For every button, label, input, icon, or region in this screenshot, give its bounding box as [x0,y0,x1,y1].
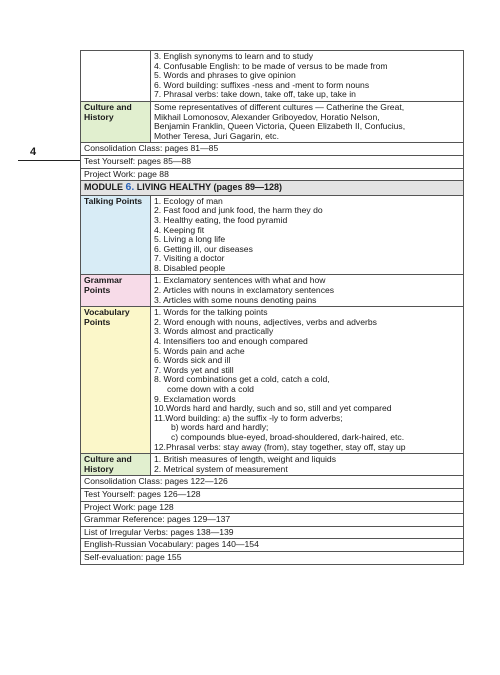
list-item: 5. Living a long life [154,234,226,245]
test-row [81,155,464,168]
project-row [81,168,464,181]
list-item: 6. Word building: suffixes -ness and -ment to form nouns [154,79,370,90]
list-item: 4. Intensifiers too and enough compared [154,336,308,347]
page-number-rule [18,160,80,161]
list-item: 3. English synonyms to learn and to study [154,51,314,61]
list-item: 3. Articles with some nouns denoting pains [154,294,317,305]
irregular-verbs-row [81,526,464,539]
vocabulary-points-items [151,307,464,454]
module-title: LIVING HEALTHY (pages 89—128) [136,182,283,193]
list-item: 3. Healthy eating, the food pyramid [154,214,288,225]
culture-history-text [151,101,464,142]
test-row-2 [81,488,464,501]
list-item: 2. Metrical system of measurement [154,463,288,474]
project-work-entry: Project Work: page 128 [81,501,464,514]
grammar-points-row [81,275,464,307]
culture-history-row [81,101,464,142]
list-item: 10.Words hard and hardly, such and so, still and yet compared [154,403,392,414]
list-item: 2. Articles with nouns in exclamatory sentences [154,285,335,296]
text-line: Mikhail Lomonosov, Alexander Griboyedov, Horatio Nelson, [154,111,380,122]
text-line: Mother Teresa, Juri Gagarin, etc. [154,130,279,141]
grammar-points-items [151,275,464,307]
list-item: 12.Phrasal verbs: stay away (from), stay together, stay off, stay up [154,441,406,452]
test-yourself-entry: Test Yourself: pages 126—128 [81,488,464,501]
talking-points-row [81,195,464,275]
consolidation-row-2 [81,476,464,489]
grammar-points-label: Grammar Points [81,275,151,307]
grammar-reference-row [81,514,464,527]
list-item: 2. Word enough with nouns, adjectives, verbs and adverbs [154,316,377,327]
list-item: 1. British measures of length, weight and liquids [154,454,337,465]
vocabulary-points-row [81,307,464,454]
vocabulary-continued-items [151,51,464,102]
list-item: 6. Words sick and ill [154,355,231,366]
consolidation-class-entry: Consolidation Class: pages 122—126 [81,476,464,489]
list-item: 7. Words yet and still [154,364,234,375]
list-item: 1. Words for the talking points [154,307,268,318]
contents-table [80,50,464,565]
vocabulary-continued-row [81,51,464,102]
english-russian-vocabulary-entry: English-Russian Vocabulary: pages 140—154 [81,539,464,552]
list-item: 8. Word combinations get a cold, catch a cold, [154,374,330,385]
vocabulary-list-row [81,539,464,552]
grammar-reference-entry: Grammar Reference: pages 129—137 [81,514,464,527]
culture-history-label-2: Culture and History [81,454,151,476]
consolidation-row [81,143,464,156]
list-item: 3. Words almost and practically [154,326,274,337]
list-item: 7. Phrasal verbs: take down, take off, take up, take in [154,89,356,100]
module-header [81,181,464,196]
project-work-entry: Project Work: page 88 [81,168,464,181]
list-item: 4. Keeping fit [154,224,205,235]
list-item: 6. Getting ill, our diseases [154,243,253,254]
list-item: 4. Confusable English: to be made of versus to be made from [154,60,388,71]
culture-history-label: Culture and History [81,101,151,142]
list-item: 2. Fast food and junk food, the harm they do [154,205,323,216]
blank-label-cell [81,51,151,102]
list-item: 11.Word building: a) the suffix -ly to form adverbs; [154,412,343,423]
test-yourself-entry: Test Yourself: pages 85—88 [81,155,464,168]
consolidation-class-entry: Consolidation Class: pages 81—85 [81,143,464,156]
list-item: 5. Words and phrases to give opinion [154,70,296,81]
module-prefix: MODULE [84,182,123,193]
list-item-continuation: come down with a cold [167,384,254,394]
list-item: 1. Ecology of man [154,195,223,206]
irregular-verbs-entry: List of Irregular Verbs: pages 138—139 [81,526,464,539]
list-item: 9. Exclamation words [154,393,236,404]
list-item: 1. Exclamatory sentences with what and how [154,275,326,286]
culture-history-row-2 [81,454,464,476]
text-line: Benjamin Franklin, Queen Victoria, Queen Elizabeth II, Confucius, [154,121,406,132]
page-number: 4 [30,146,37,158]
list-item: 8. Disabled people [154,262,226,273]
list-item: 5. Words pain and ache [154,345,245,356]
self-evaluation-entry: Self-evaluation: page 155 [81,551,464,564]
vocabulary-points-label: Vocabulary Points [81,307,151,454]
talking-points-label: Talking Points [81,195,151,275]
list-item-continuation: c) compounds blue-eyed, broad-shouldered, dark-haired, etc. [171,431,405,442]
module-number: 6. [125,181,135,194]
list-item: 7. Visiting a doctor [154,253,225,264]
project-row-2 [81,501,464,514]
self-evaluation-row [81,551,464,564]
module-header-row [81,181,464,196]
list-item-continuation: b) words hard and hardly; [171,422,269,433]
culture-history-items-2 [151,454,464,476]
text-line: Some representatives of different cultures — Catherine the Great, [154,101,405,112]
talking-points-items [151,195,464,275]
